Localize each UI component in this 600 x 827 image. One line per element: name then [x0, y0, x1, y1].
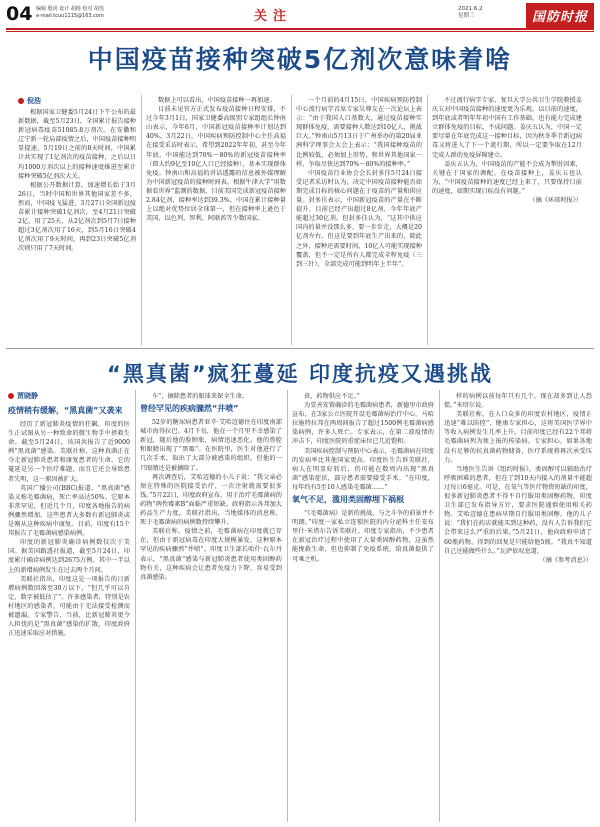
article2-column-3: 贵，药物供应不足。” 为妥善安置确诊的毛霉菌病患者，新德里市政府宣布，在3家公立医院开设毛霉菌病治疗中心。马哈拉施特拉邦在两周间报告了超过1500例毛霉菌病感染病例，许多人死亡。专家表示，在第二波疫情的冲击下，印度医院的重症床位已几近饱和。 美国疾病控制与预防中心表示，毛霉菌病在印度的发病率比其他国家更高。印度医生告诉美联社，病人在明显好转后，仍可能在数周内出现“黑真菌”感染症状，部分患者需要接受手术。“在印度，每年约有5至10人感染毛霉菌……” 氧气不足，滥用类固醇埋下祸根 “《毛霉菌病》是新的挑战，与之斗争的前景并不明朗。”印度一家私立连锁医院的内分泌科主任安布里什·米塔尔告诉美联社。印度专家指出，不少患者在新冠治疗过程中使用了大量类固醇药物，这虽然能挽救生命，但也抑制了免疫系统，给真菌提供了可乘之机。	[292, 393, 434, 563]
column-divider	[135, 390, 136, 822]
article1-credit: （摘《环球时报》）	[529, 197, 582, 205]
newspaper-logo: 国防时报	[526, 3, 594, 28]
column-divider	[141, 95, 142, 345]
article2-byline: 贾晓静	[8, 391, 38, 401]
article2-subheading-2: 曾经罕见的疾病骤然“井喷”	[140, 404, 239, 414]
article2-subheading-1: 疫情稍有缓解，“黑真菌”又袭来	[8, 406, 123, 415]
masthead	[6, 4, 594, 26]
article1-byline: 倪浩	[18, 96, 41, 106]
article2-column-1: 疫情稍有缓解，“黑真菌”又袭来 经历了新冠肺炎疫情的狂飙，印度的医生正试图从另一种致命的微生物手中拯救生命。截至5月24日，该国共报告了近9000例“黑真菌”感染。美联社称，这种真菌正在夺走新冠肺炎患者和康复患者的生命，它的蔓延是另一个医疗难题，而且它还会导致患者失明，这一原因被扩大。 英国广播公司(BBC)报道，“黑真菌”感染又称毛霉菌病，死亡率高达50%。它原本非常罕见，但近几个月，印度各地报告的病例骤然增加。这些患者大多数有新冠肺炎或是刚从这种疾病中康复。目前，印度有15个邦报告了毛霉菌病感染病例。 印度的新冠肺炎确诊病例数仅次于美国。据美国路透社报道，截至5月24日，印度累计确诊病例达到2675万例。其中一半以上的新增病例发生在过去两个月间。 美联社指出，印度这是一项报告的日新增病例数回落至30万以下，“但几乎可以肯定，数字被低估了”。许多感染者，特别是农村地区的感染者，可能由于无法接受检测而被遗漏。专家警告，当前，比新冠肺炎更令人担忧的是“黑真菌”感染的扩散，印度政府正迅速采取应对措施。	[8, 406, 130, 638]
header-rule	[6, 28, 594, 30]
article-separator	[6, 348, 594, 349]
section-title: 关注	[254, 9, 293, 24]
article1-column-4: 不过流行病学专家、复旦大学公共卫生学院教授姜庆五对中国疫苗接种的速度更为乐观。以目前的速度，到年底或者明年年初中国有工作基础，也有能力完成建立群体免疫的目标，不成问题。姜庆五认为，中国一定要尽量在年底完成这一接种目标，因为秋冬季节新冠病毒又将进入了下一个流行期，所以一定要争取在12月完成人群的免疫屏障建立。 姜庆五认为，中国疫苗的产能不会成为掣肘因素，关键在于国家的调配。在疫苗接种上，姜庆五也认为，“中国疫苗接种的速度已经上来了，只要保持目前的速度，如期实现目标没有问题。” （摘《环球时报》）	[432, 97, 582, 205]
article1-column-1: 根据国家卫健委5月24日下午公布的最新数据，截至5月23日，全国累计报告接种新冠病毒疫苗51085.8万剂次。在安徽和辽宁新一轮局部疫情之后，中国疫苗接种明显提速，5月19日之前的8天时间，中国累计共实现了1亿剂次的疫苗接种，之后以日均1000万剂次以上的接种速度推进至累计接种突破5亿剂次大关。 根据公开数据计算，加速增长始于3月26日，当时中国和世界其他国家差不多，然而，中国疫飞猛进，3月27日全国新冠疫苗累计接种突破1亿剂次，至4月21日突破2亿，用了25天，从2亿剂次到5月7日接种超过3亿剂次用了16天，到5月16日突破4亿剂次用了9天时间，再到23日突破5亿剂次则只用了7天时间。	[18, 109, 136, 253]
article2-column-2: 车”，摘除患者的眼球来保全生命。 曾经罕见的疾病骤然“井喷” 52岁的糖尿病患者亚辛·艾哈迈德住在印度南部城市海得拉巴。4月下旬，他在一个月里不幸感染了新冠，随后他的脸肿胀，病情迅速恶化。他的鼻腔和眼睛出现了“黑霉”。在医院里，医生对他进行了几次手术，取出了大部分被感染的组织，但他的一只眼睛还是被摘除了。 再次调查后，艾哈迈德的小儿子说：“我父亲必须在特殊的医院接受治疗，一次注射就需要很多钱。”5月22日，印度政府宣布，用于治疗毛霉菌病的药物“两性霉素B”面临严重短缺。政府指示各邦加大药品生产力度，美联社指出，当地媒体的消息称，死于毛霉菌病的病例数持续攀升。 美联社称，疫情之前，毛霉菌病在印度就已存在，但由于新冠病毒在印度大规模暴发，这种原本罕见的疾病骤然“井喷”。印度卫生部长哈什·瓦尔丹表示，“黑真菌”感染与新冠肺炎患者使用类固醇药物有关，这种疾病会让患者免疫力下降，容易受到真菌感染。	[140, 393, 282, 581]
editor-info: 编辑 殷尚 设计 胡杨 校对 胡莲 e-mail:tcuu1115@163.com	[36, 6, 104, 19]
article2-credit: （摘《参考消息》）	[539, 556, 592, 564]
article2-column-4: 样的病例以前每年只有几个，现在却多到让人恐慌。”米塔尔说。 美联社称，在人口众多的印度农村地区，疫情正迅速“难以防控”，健康专家担心，这将美国医学界中等收入病例发生几率上升，目前印度已经有22个邦将毛霉菌病列为须上报的传染病。专家担心，如果各地没有足够的抗真菌药物储备，医疗系统将再次承受压力。 当地医生告诉《纽约时报》，类固醇可以辅助治疗呼吸困难的患者，但在了到10天内接入的剂量不能超过每日6毫克。可是，在氧气等医疗物资短缺的印度，很多新冠肺炎患者不得不自行服用类固醇药物，印度卫生部已发布指导方针，要求医院谨慎使用相关药物。艾哈迈德在患病早期自行服用类固醇，他的儿子说：“我们在药店就能买到这种药，没有人告诉我们它会带来这么严重的后果。”5月21日，他向政府申请了60瓶药物，得到的回复是只能给他5瓶。“我真不知道自己还能做些什么。”瓦萨依叹息道。 （摘《参考消息》）	[444, 393, 592, 564]
article2-headline: “黑真菌”疯狂蔓延 印度抗疫又遇挑战	[107, 362, 493, 386]
issue-date: 2021.6.2 星期三	[458, 6, 483, 19]
column-divider	[291, 95, 292, 345]
column-divider	[439, 390, 440, 822]
article1-headline: 中国疫苗接种突破5亿剂次意味着啥	[87, 45, 513, 74]
column-divider	[427, 95, 428, 345]
byline-bullet-icon	[8, 393, 14, 399]
article1-column-3: 一个月前的4月15日，中国疾病预防控制中心流行病学首席专家吴尊友在一次论坛上表示：“由于我国人口基数大，通过疫苗接种实现群体免疫，需要接种人数达到10亿人，挑战巨大。”钟南山5月13日于广州举办的第20届亚洲科学理事会大会上表示：“我国接种疫苗的比例较低，必须加上形势，和世界其他国家一样，争取尽快达到70%～80%的接种率。” 中国疫苗行业协会会长封多佳5月24日接受记者采访时认为，决定中国疫苗接种能否如期完成目标的核心问题在于疫苗的产量和供应量。封多佳表示，中国新冠疫苗的产量在不断提升，目前已经产出超过8亿剂，今年年底产能超过30亿剂。但封多佳认为，“这其中供应国内的量并没那么多，要一步步走，大概是20亿剂左右。但这是要到年底生产出来的，除此之外，接种还需要时间，10亿人可能实现接种覆盖，但不一定是所有人都完成全程免疫（三到三针），全部完成可能到明年上半年”。	[296, 97, 422, 268]
page-number: 04	[6, 3, 33, 25]
column-divider	[287, 390, 288, 822]
header-rule-thin	[6, 31, 594, 32]
article1-column-2: 数据上可以看出，中国疫苗接种一再加速。 目前未见官方正式发布疫苗接种日程安排，不过今年3月1日，国家卫健委高级别专家组组长钟南山表示，今年6月，中国新冠疫苗接种率计划达到40%。3月22日，中国疾病预防控制中心主任高福在接受采访时表示，希望到2022年年初，甚至今年年底，中国能达到70%～80%的新冠疫苗接种率（即大约9亿至10亿人口已经接种），基本实现群体免疫。钟南山和高福的讲话透露的信息被外媒理解为中国新冠疫苗的接种时间表。根据牛津大学“用数据看世界”监测的数据，目前美国完成新冠疫苗接种2.84亿剂，接种率达到39.3%。中国在累计接种量上以绝对优势位居全球第一，但在接种率上逊色于美国，以色列、智利、阿联酋等少数国家。	[146, 97, 286, 223]
article2-subheading-3: 氧气不足，滥用类固醇埋下祸根	[292, 495, 404, 505]
byline-bullet-icon	[18, 98, 24, 104]
